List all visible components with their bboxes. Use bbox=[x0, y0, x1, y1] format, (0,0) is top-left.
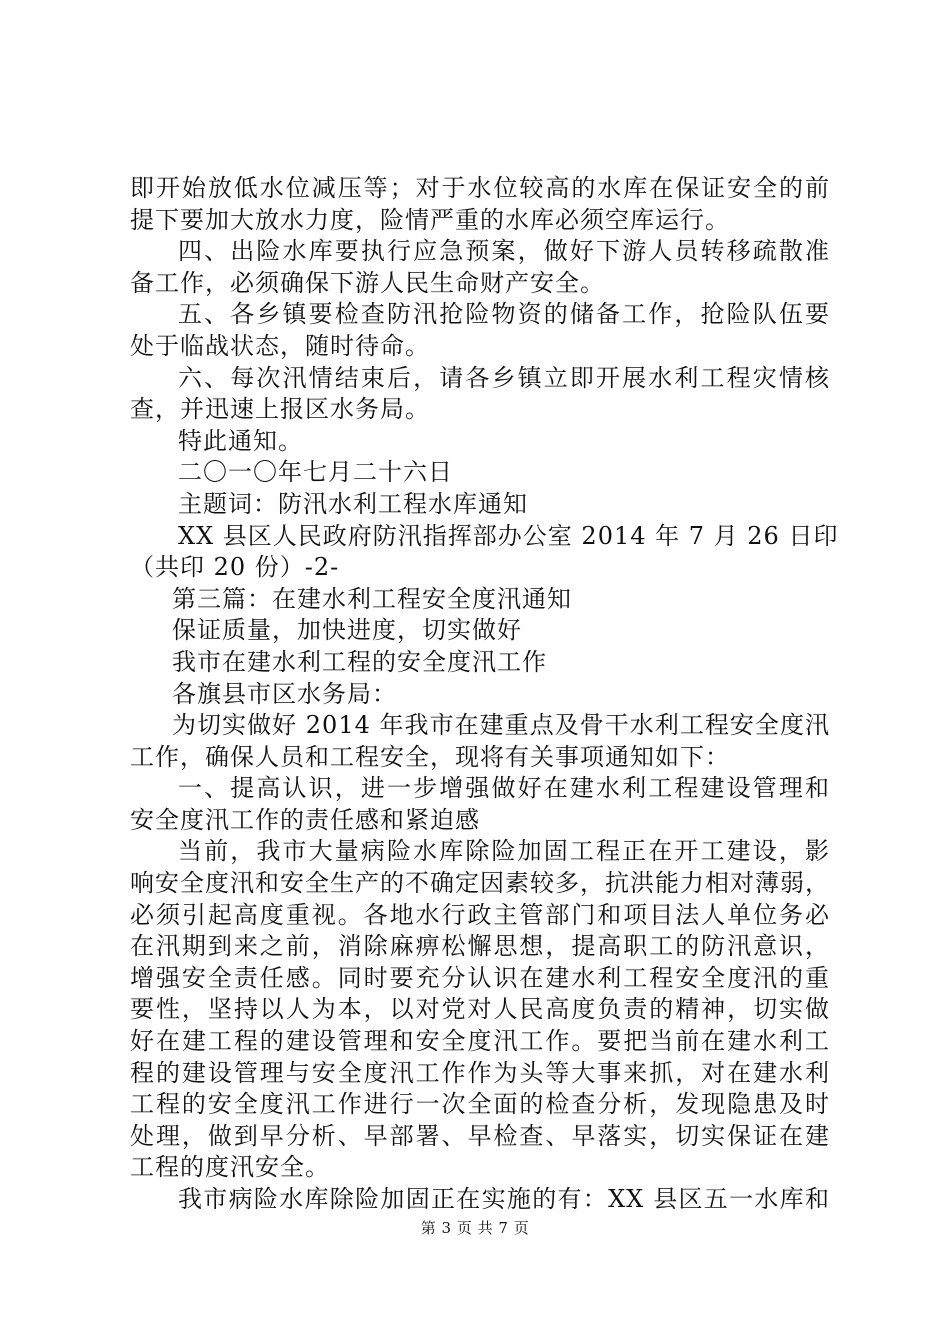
text-line: 特此通知。 bbox=[178, 426, 303, 455]
page-number-footer: 第 3 页 共 7 页 bbox=[420, 1219, 530, 1237]
text-line: 必须引起高度重视。各地水行政主管部门和项目法人单位务必 bbox=[130, 900, 830, 929]
issuer-line: XX 县区人民政府防汛指挥部办公室 2014 年 7 月 26 日印 bbox=[178, 521, 839, 550]
text-line: 六、每次汛情结束后，请各乡镇立即开展水利工程灾情核 bbox=[178, 363, 830, 392]
text-line: 一、提高认识，进一步增强做好在建水利工程建设管理和 bbox=[178, 774, 830, 803]
text-line: 处于临战状态，随时待命。 bbox=[130, 331, 430, 360]
text-line: 工程的安全度汛工作进行一次全面的检查分析，发现隐患及时 bbox=[130, 1090, 830, 1119]
text-line: 我市在建水利工程的安全度汛工作 bbox=[172, 647, 547, 676]
text-line: 提下要加大放水力度，险情严重的水库必须空库运行。 bbox=[130, 205, 730, 234]
text-line: 响安全度汛和安全生产的不确定因素较多，抗洪能力相对薄弱， bbox=[130, 869, 830, 898]
text-line: 安全度汛工作的责任感和紧迫感 bbox=[130, 805, 480, 834]
text-line: 我市病险水库除险加固正在实施的有：XX 县区五一水库和 bbox=[178, 1185, 830, 1213]
text-line: 为切实做好 2014 年我市在建重点及骨干水利工程安全度汛 bbox=[172, 711, 830, 740]
text-line: 即开始放低水位减压等；对于水位较高的水库在保证安全的前 bbox=[130, 174, 830, 202]
text-line: 工程的度汛安全。 bbox=[130, 1153, 330, 1182]
text-line: 五、各乡镇要检查防汛抢险物资的储备工作，抢险队伍要 bbox=[178, 300, 830, 329]
text-line: 保证质量，加快进度，切实做好 bbox=[172, 616, 522, 645]
addressee-line: 各旗县市区水务局： bbox=[172, 679, 397, 708]
text-line: 当前，我市大量病险水库除险加固工程正在开工建设，影 bbox=[178, 837, 830, 866]
text-line: 查，并迅速上报区水务局。 bbox=[130, 395, 430, 424]
text-line: 工作，确保人员和工程安全，现将有关事项通知如下： bbox=[130, 742, 730, 771]
text-line: 处理，做到早分析、早部署、早检查、早落实，切实保证在建 bbox=[130, 1121, 830, 1150]
text-line: 备工作，必须确保下游人民生命财产安全。 bbox=[130, 268, 605, 297]
keywords-line: 主题词：防汛水利工程水库通知 bbox=[178, 489, 528, 518]
text-line: 好在建工程的建设管理和安全度汛工作。要把当前在建水利工 bbox=[130, 1027, 830, 1056]
document-body bbox=[130, 173, 839, 1216]
text-line: 在汛期到来之前，消除麻痹松懈思想，提高职工的防汛意识， bbox=[130, 932, 830, 961]
text-line: 四、出险水库要执行应急预案，做好下游人员转移疏散准 bbox=[178, 237, 830, 266]
date-line: 二〇一〇年七月二十六日 bbox=[178, 458, 453, 487]
section-title: 第三篇：在建水利工程安全度汛通知 bbox=[172, 584, 572, 613]
text-line: 要性，坚持以人为本，以对党对人民高度负责的精神，切实做 bbox=[130, 995, 830, 1024]
text-line: 增强安全责任感。同时要充分认识在建水利工程安全度汛的重 bbox=[130, 963, 830, 992]
text-line: 程的建设管理与安全度汛工作作为头等大事来抓，对在建水利 bbox=[130, 1058, 830, 1087]
print-count-line: （共印 20 份）-2- bbox=[130, 553, 340, 582]
